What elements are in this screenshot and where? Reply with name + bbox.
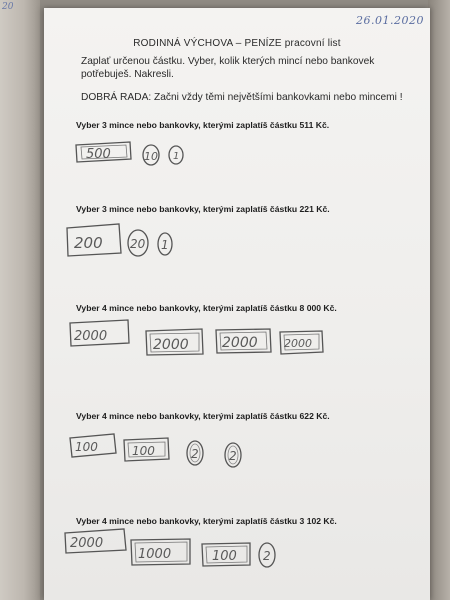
drawn-denomination: 1 bbox=[161, 238, 169, 252]
banknote-drawing bbox=[76, 142, 131, 162]
handwritten-drawings bbox=[44, 8, 430, 600]
drawn-denomination: 10 bbox=[144, 150, 158, 163]
task-5-prompt: Vyber 4 mince nebo bankovky, kterými zaplatíš částku 3 102 Kč. bbox=[76, 516, 337, 526]
drawn-denomination: 100 bbox=[212, 549, 237, 564]
banknote-drawing bbox=[216, 329, 271, 353]
drawn-denomination: 500 bbox=[86, 147, 111, 162]
tip-text: DOBRÁ RADA: Začni vždy těmi největšími bankovkami nebo mincemi ! bbox=[81, 92, 403, 103]
worksheet-paper bbox=[44, 8, 430, 600]
banknote-drawing bbox=[70, 320, 129, 346]
worksheet-title: RODINNÁ VÝCHOVA – PENÍZE pracovní list bbox=[133, 38, 341, 49]
banknote-drawing bbox=[124, 438, 169, 461]
banknote-drawing bbox=[131, 539, 190, 565]
drawn-denomination: 20 bbox=[130, 237, 146, 251]
drawn-denomination: 2 bbox=[191, 447, 199, 461]
task-2-prompt: Vyber 3 mince nebo bankovky, kterými zaplatíš částku 221 Kč. bbox=[76, 204, 330, 214]
coin-drawing bbox=[158, 233, 172, 255]
banknote-drawing bbox=[70, 434, 116, 457]
handwritten-date: 26.01.2020 bbox=[356, 14, 424, 27]
background-handwritten-note: 20 bbox=[2, 2, 14, 12]
drawn-denomination: 100 bbox=[75, 440, 98, 454]
drawn-denomination: 2000 bbox=[222, 335, 258, 351]
instruction-text: Zaplať určenou částku. Vyber, kolik kterých mincí nebo bankovek potřebuješ. Nakresli. bbox=[81, 56, 375, 80]
drawn-denomination: 2000 bbox=[284, 337, 312, 350]
table-background-right bbox=[428, 0, 450, 600]
drawn-denomination: 2000 bbox=[70, 536, 104, 551]
drawn-denomination: 100 bbox=[132, 444, 155, 458]
task-4-prompt: Vyber 4 mince nebo bankovky, kterými zaplatíš částku 622 Kč. bbox=[76, 411, 330, 421]
banknote-drawing bbox=[65, 529, 126, 553]
drawn-denomination: 2000 bbox=[153, 337, 189, 353]
drawn-denomination: 1000 bbox=[138, 547, 172, 562]
banknote-drawing bbox=[67, 224, 121, 256]
drawn-denomination: 2000 bbox=[74, 329, 108, 344]
drawn-denomination: 2 bbox=[229, 449, 237, 463]
drawn-denomination: 200 bbox=[74, 234, 103, 252]
task-1-prompt: Vyber 3 mince nebo bankovky, kterými zaplatíš částku 511 Kč. bbox=[76, 120, 330, 130]
coin-drawing bbox=[169, 146, 183, 164]
table-background-left bbox=[0, 0, 40, 600]
banknote-drawing bbox=[280, 331, 323, 354]
coin-drawing bbox=[143, 145, 159, 165]
task-3-prompt: Vyber 4 mince nebo bankovky, kterými zaplatíš částku 8 000 Kč. bbox=[76, 303, 337, 313]
drawn-denomination: 1 bbox=[173, 151, 180, 162]
coin-drawing bbox=[187, 441, 203, 465]
coin-drawing bbox=[128, 230, 148, 256]
coin-drawing bbox=[259, 543, 275, 567]
banknote-drawing bbox=[146, 329, 203, 355]
banknote-drawing bbox=[202, 543, 250, 566]
drawn-denomination: 2 bbox=[263, 549, 271, 563]
coin-drawing bbox=[225, 443, 241, 467]
